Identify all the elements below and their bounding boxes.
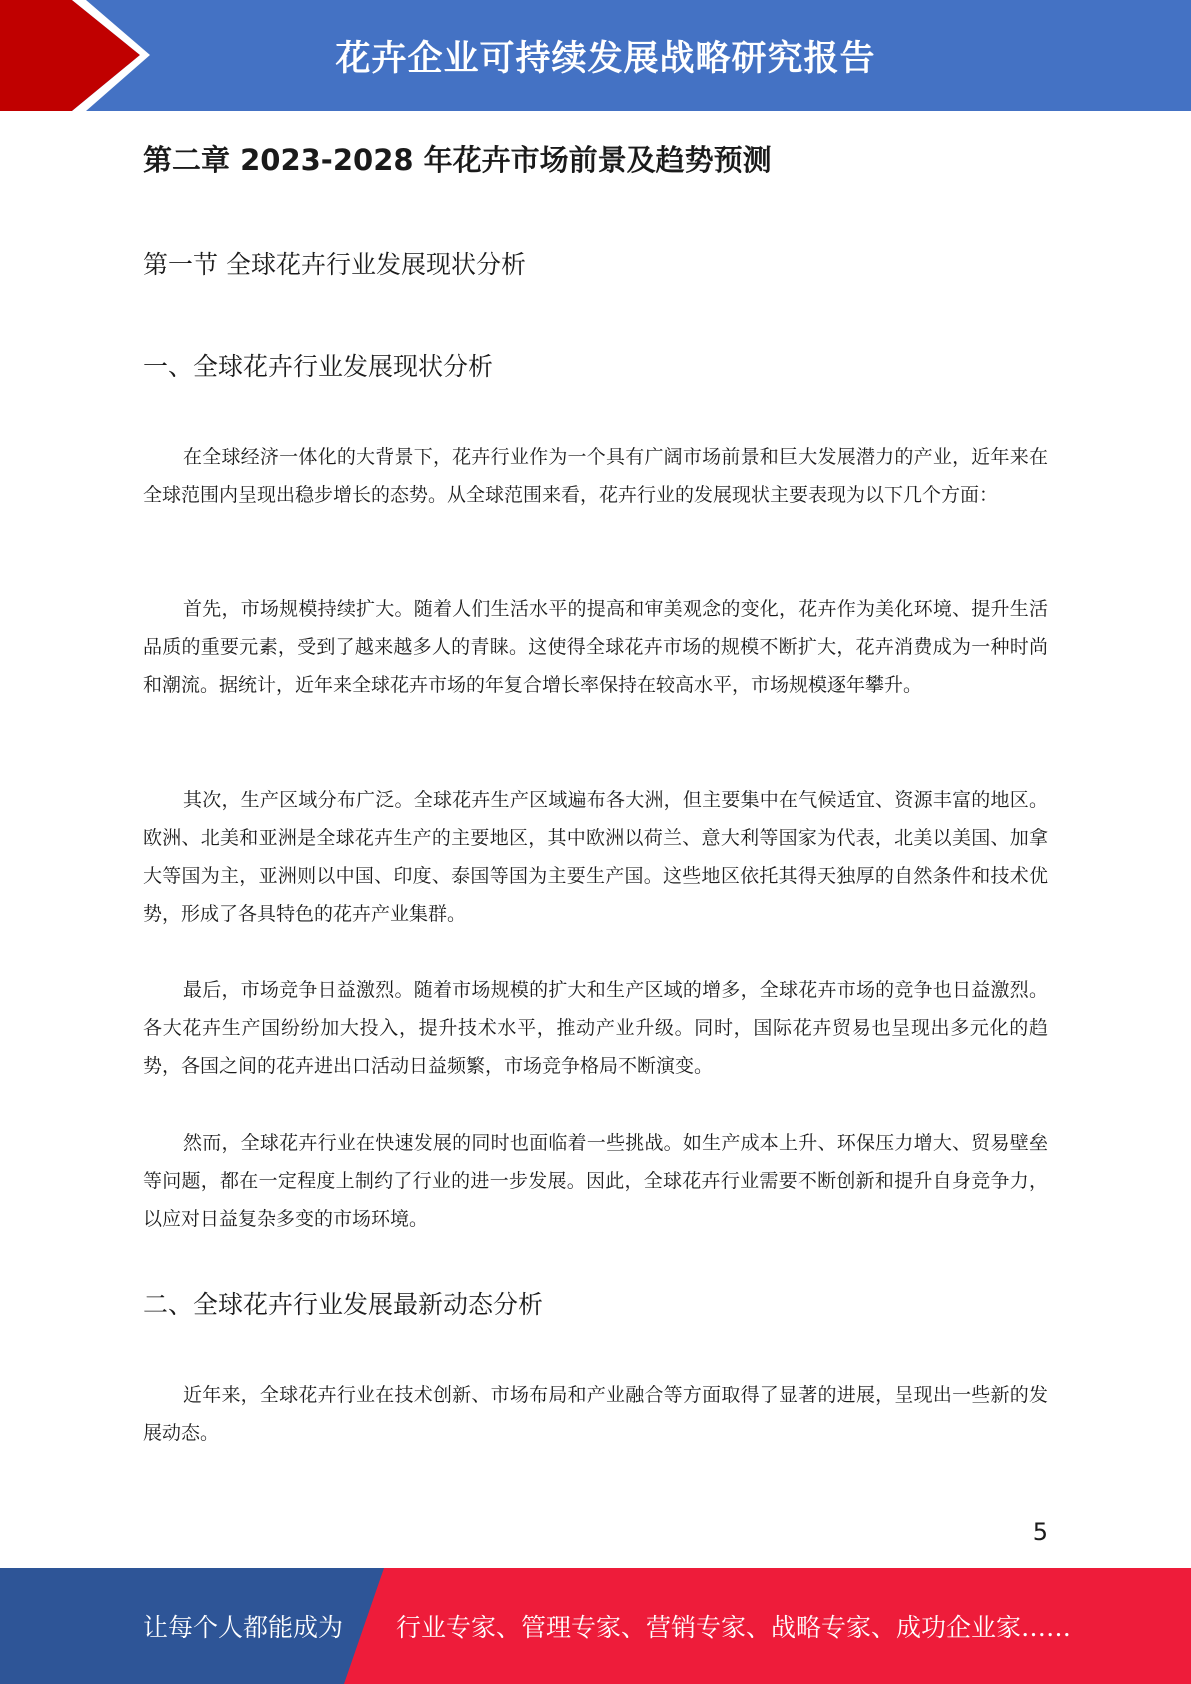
footer-slogan-left: 让每个人都能成为 [143,1613,344,1642]
body-paragraph: 然而，全球花卉行业在快速发展的同时也面临着一些挑战。如生产成本上升、环保压力增大、贸易壁垒等问题，都在一定程度上制约了行业的进一步发展。因此，全球花卉行业需要不断创新和提升自身竞争力，以应对日益复杂多变的市场环境。 [143,1132,1048,1230]
header-band [0,0,1191,111]
subsection-title-2: 二、全球花卉行业发展最新动态分析 [143,1290,544,1319]
body-paragraph: 其次，生产区域分布广泛。全球花卉生产区域遍布各大洲，但主要集中在气候适宜、资源丰富的地区。欧洲、北美和亚洲是全球花卉生产的主要地区，其中欧洲以荷兰、意大利等国家为代表，北美以美国、加拿大等国为主，亚洲则以中国、印度、泰国等国为主要生产国。这些地区依托其得天独厚的自然条件和技术优势，形成了各具特色的花卉产业集群。 [143,789,1048,925]
chapter-title: 第二章 2023-2028 年花卉市场前景及趋势预测 [143,143,772,177]
subsection-title-1: 一、全球花卉行业发展现状分析 [143,352,494,381]
footer-band [0,1568,1191,1684]
report-title: 花卉企业可持续发展战略研究报告 [335,38,876,79]
page-number: 5 [1032,1518,1048,1546]
footer-slogan-right: 行业专家、管理专家、营销专家、战略专家、成功企业家…… [396,1613,1072,1642]
body-paragraph: 近年来，全球花卉行业在技术创新、市场布局和产业融合等方面取得了显著的进展，呈现出一些新的发展动态。 [143,1384,1048,1444]
body-paragraph: 在全球经济一体化的大背景下，花卉行业作为一个具有广阔市场前景和巨大发展潜力的产业，近年来在全球范围内呈现出稳步增长的态势。从全球范围来看，花卉行业的发展现状主要表现为以下几个方面： [143,446,1048,506]
section-title: 第一节 全球花卉行业发展现状分析 [143,250,526,279]
body-paragraph: 最后，市场竞争日益激烈。随着市场规模的扩大和生产区域的增多，全球花卉市场的竞争也日益激烈。各大花卉生产国纷纷加大投入，提升技术水平，推动产业升级。同时，国际花卉贸易也呈现出多元化的趋势，各国之间的花卉进出口活动日益频繁，市场竞争格局不断演变。 [143,979,1048,1077]
body-paragraph: 首先，市场规模持续扩大。随着人们生活水平的提高和审美观念的变化，花卉作为美化环境、提升生活品质的重要元素，受到了越来越多人的青睐。这使得全球花卉市场的规模不断扩大，花卉消费成为一种时尚和潮流。据统计，近年来全球花卉市场的年复合增长率保持在较高水平，市场规模逐年攀升。 [143,598,1048,696]
